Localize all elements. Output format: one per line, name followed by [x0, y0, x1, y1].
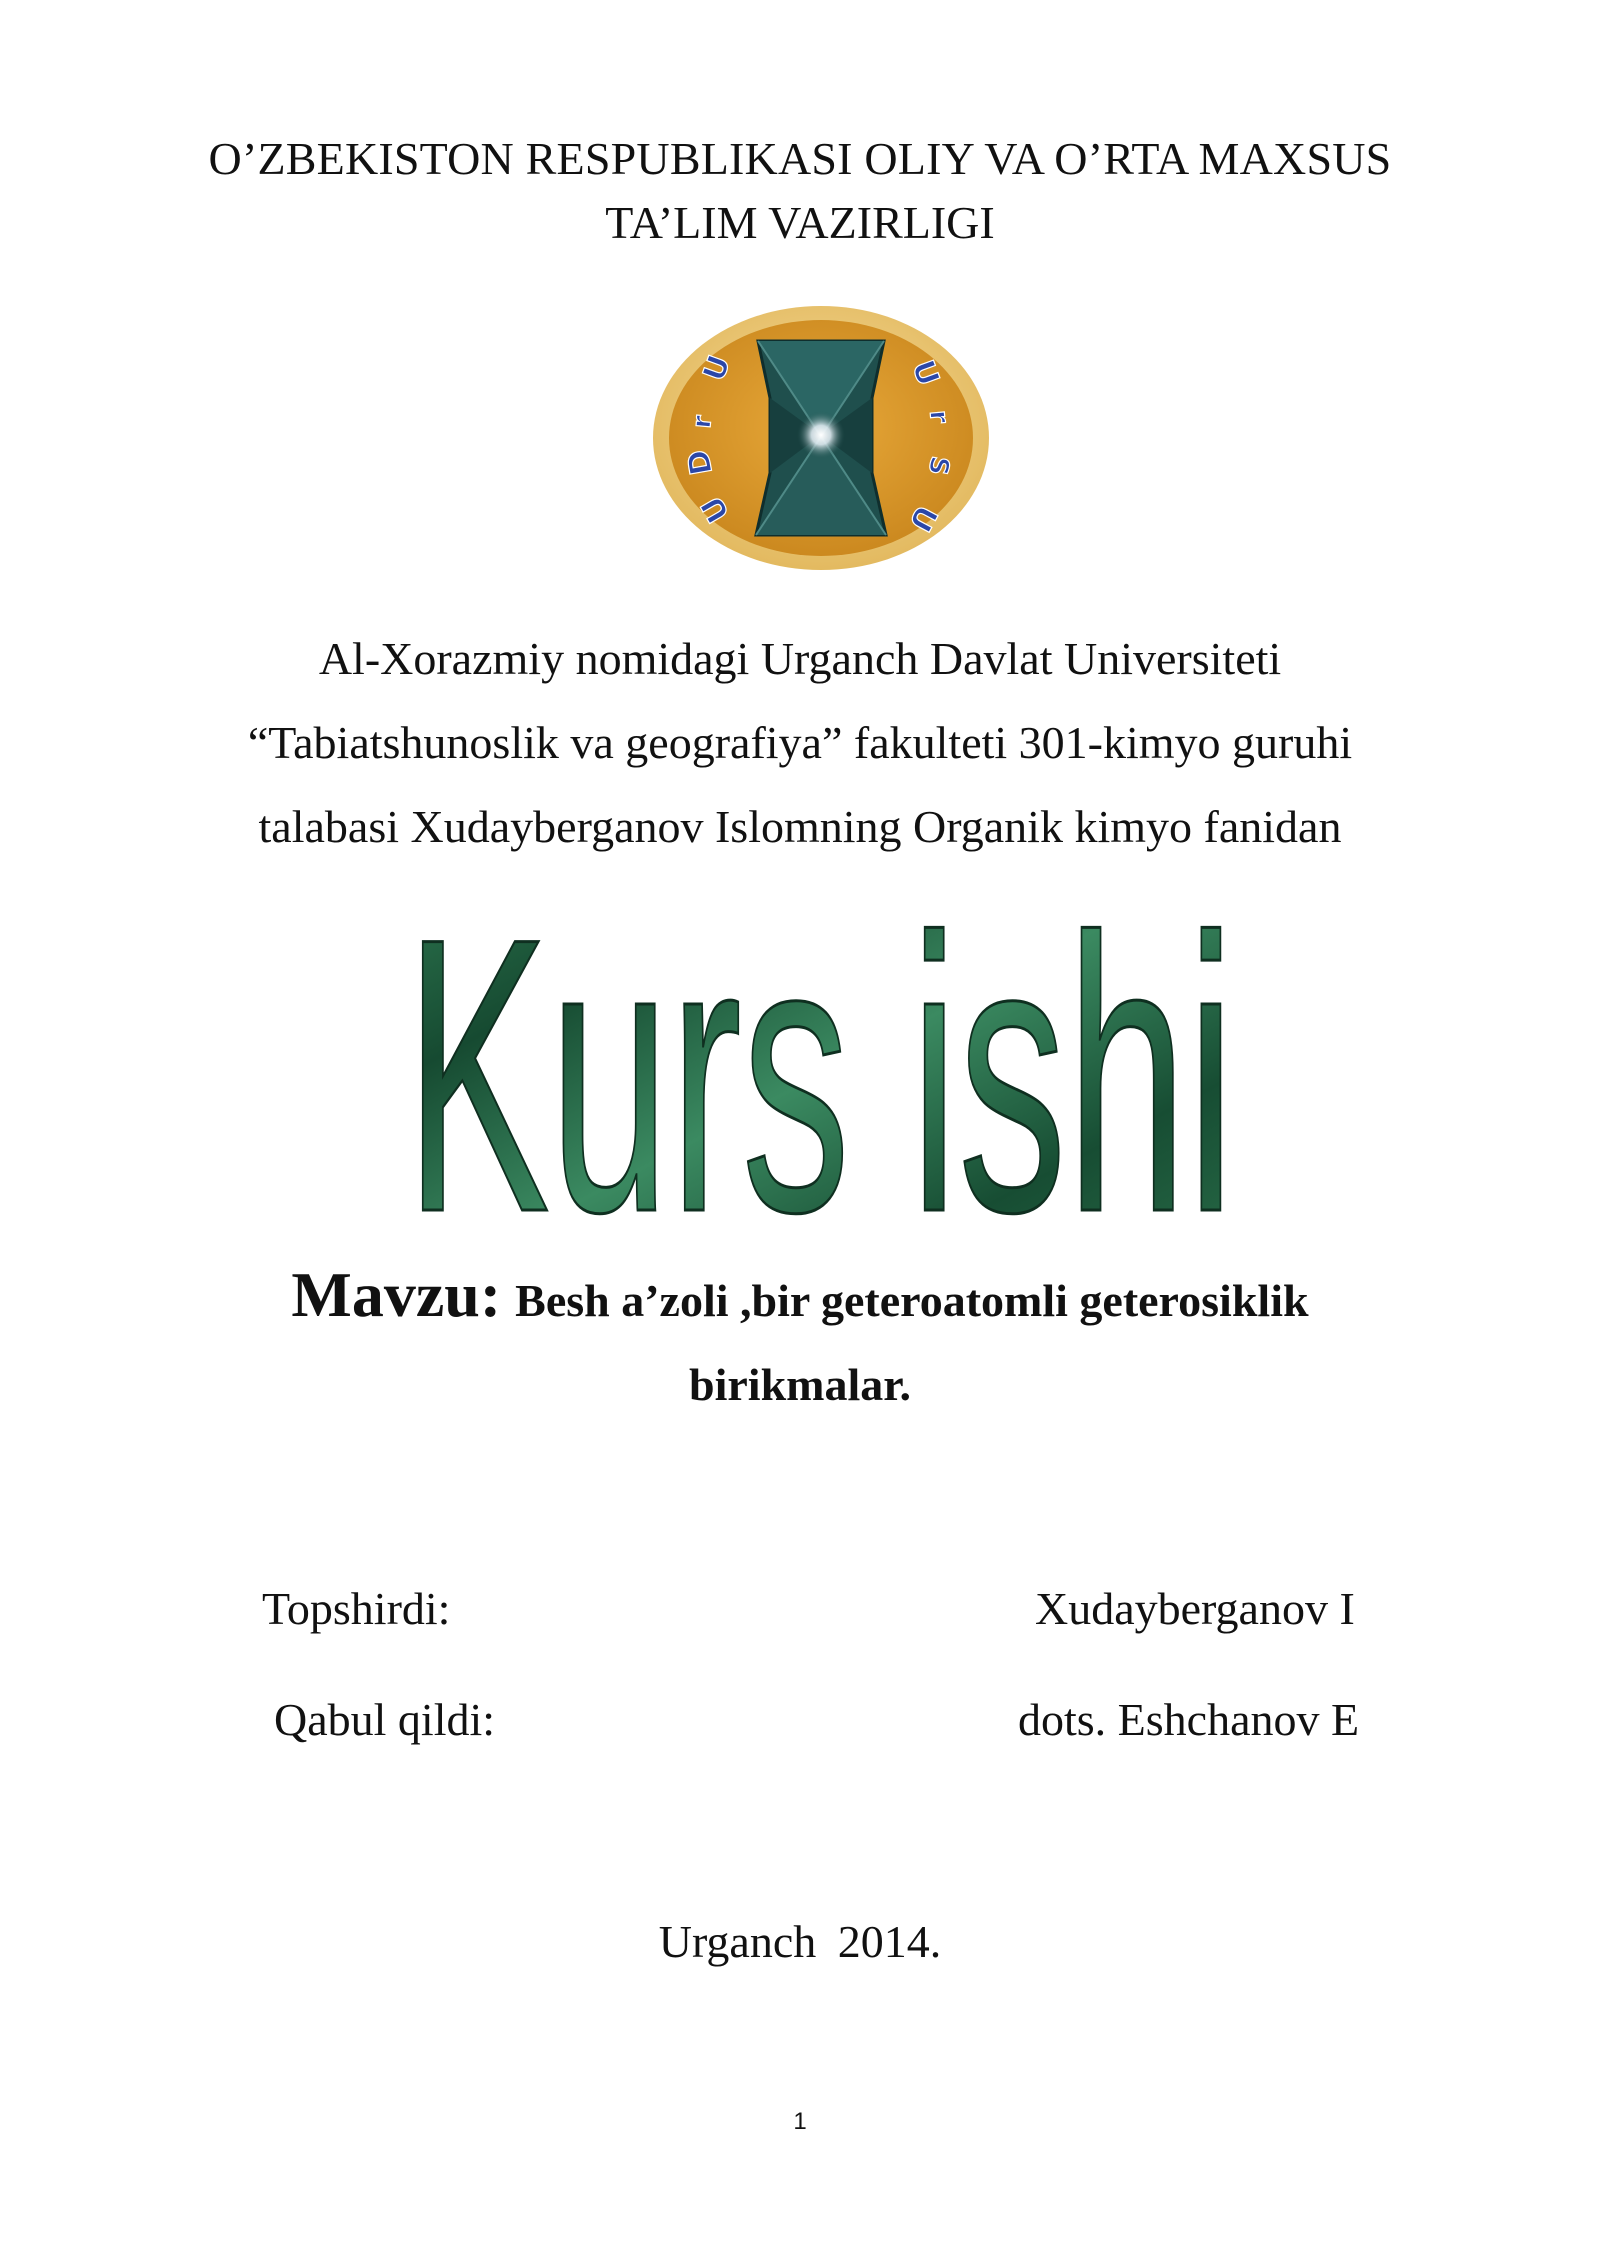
- submitted-label: Topshirdi:: [262, 1583, 451, 1634]
- accepted-by-name: dots. Eshchanov E: [1018, 1694, 1360, 1745]
- kurs-ishi-text: Kurs ishi: [405, 888, 1235, 1234]
- submitted-by-name: Xudayberganov I: [1035, 1583, 1355, 1634]
- city-year: Urganch 2014.: [658, 1916, 942, 1967]
- university-logo: [650, 303, 992, 573]
- topic-text: Besh a’zoli ,bir geteroatomli geterosiklik: [515, 1275, 1309, 1326]
- logo-letter-s-right: S: [921, 453, 955, 478]
- faculty-line: “Tabiatshunoslik va geografiya” fakulteti 301-kimyo guruhi: [247, 717, 1353, 768]
- logo-letter-u-right: U: [904, 355, 946, 391]
- university-name: Al-Xorazmiy nomidagi Urganch Davlat Universiteti: [318, 633, 1282, 684]
- accepted-label: Qabul qildi:: [274, 1694, 496, 1745]
- ministry-heading-line2: TA’LIM VAZIRLIGI: [605, 197, 995, 248]
- topic-text-continued: birikmalar.: [689, 1359, 911, 1410]
- page-number: 1: [793, 2108, 807, 2135]
- logo-letter-r-right: r: [923, 408, 955, 425]
- logo-letter-r-left: r: [687, 414, 719, 430]
- student-subject-line: talabasi Xudayberganov Islomning Organik kimyo fanidan: [258, 801, 1342, 852]
- kurs-ishi-title: [390, 888, 1250, 1234]
- ministry-heading-line1: O’ZBEKISTON RESPUBLIKASI OLIY VA O’RTA MAXSUS: [208, 133, 1392, 184]
- topic-line: [0, 1258, 1600, 1332]
- logo-emblem: [756, 341, 886, 535]
- logo-letter-u-left: U: [696, 350, 738, 386]
- topic-label: Mavzu:: [291, 1259, 502, 1330]
- logo-letter-u2-left: U: [694, 489, 737, 529]
- logo-letter-d-left: D: [681, 447, 720, 478]
- logo-letter-u2-right: U: [901, 499, 944, 538]
